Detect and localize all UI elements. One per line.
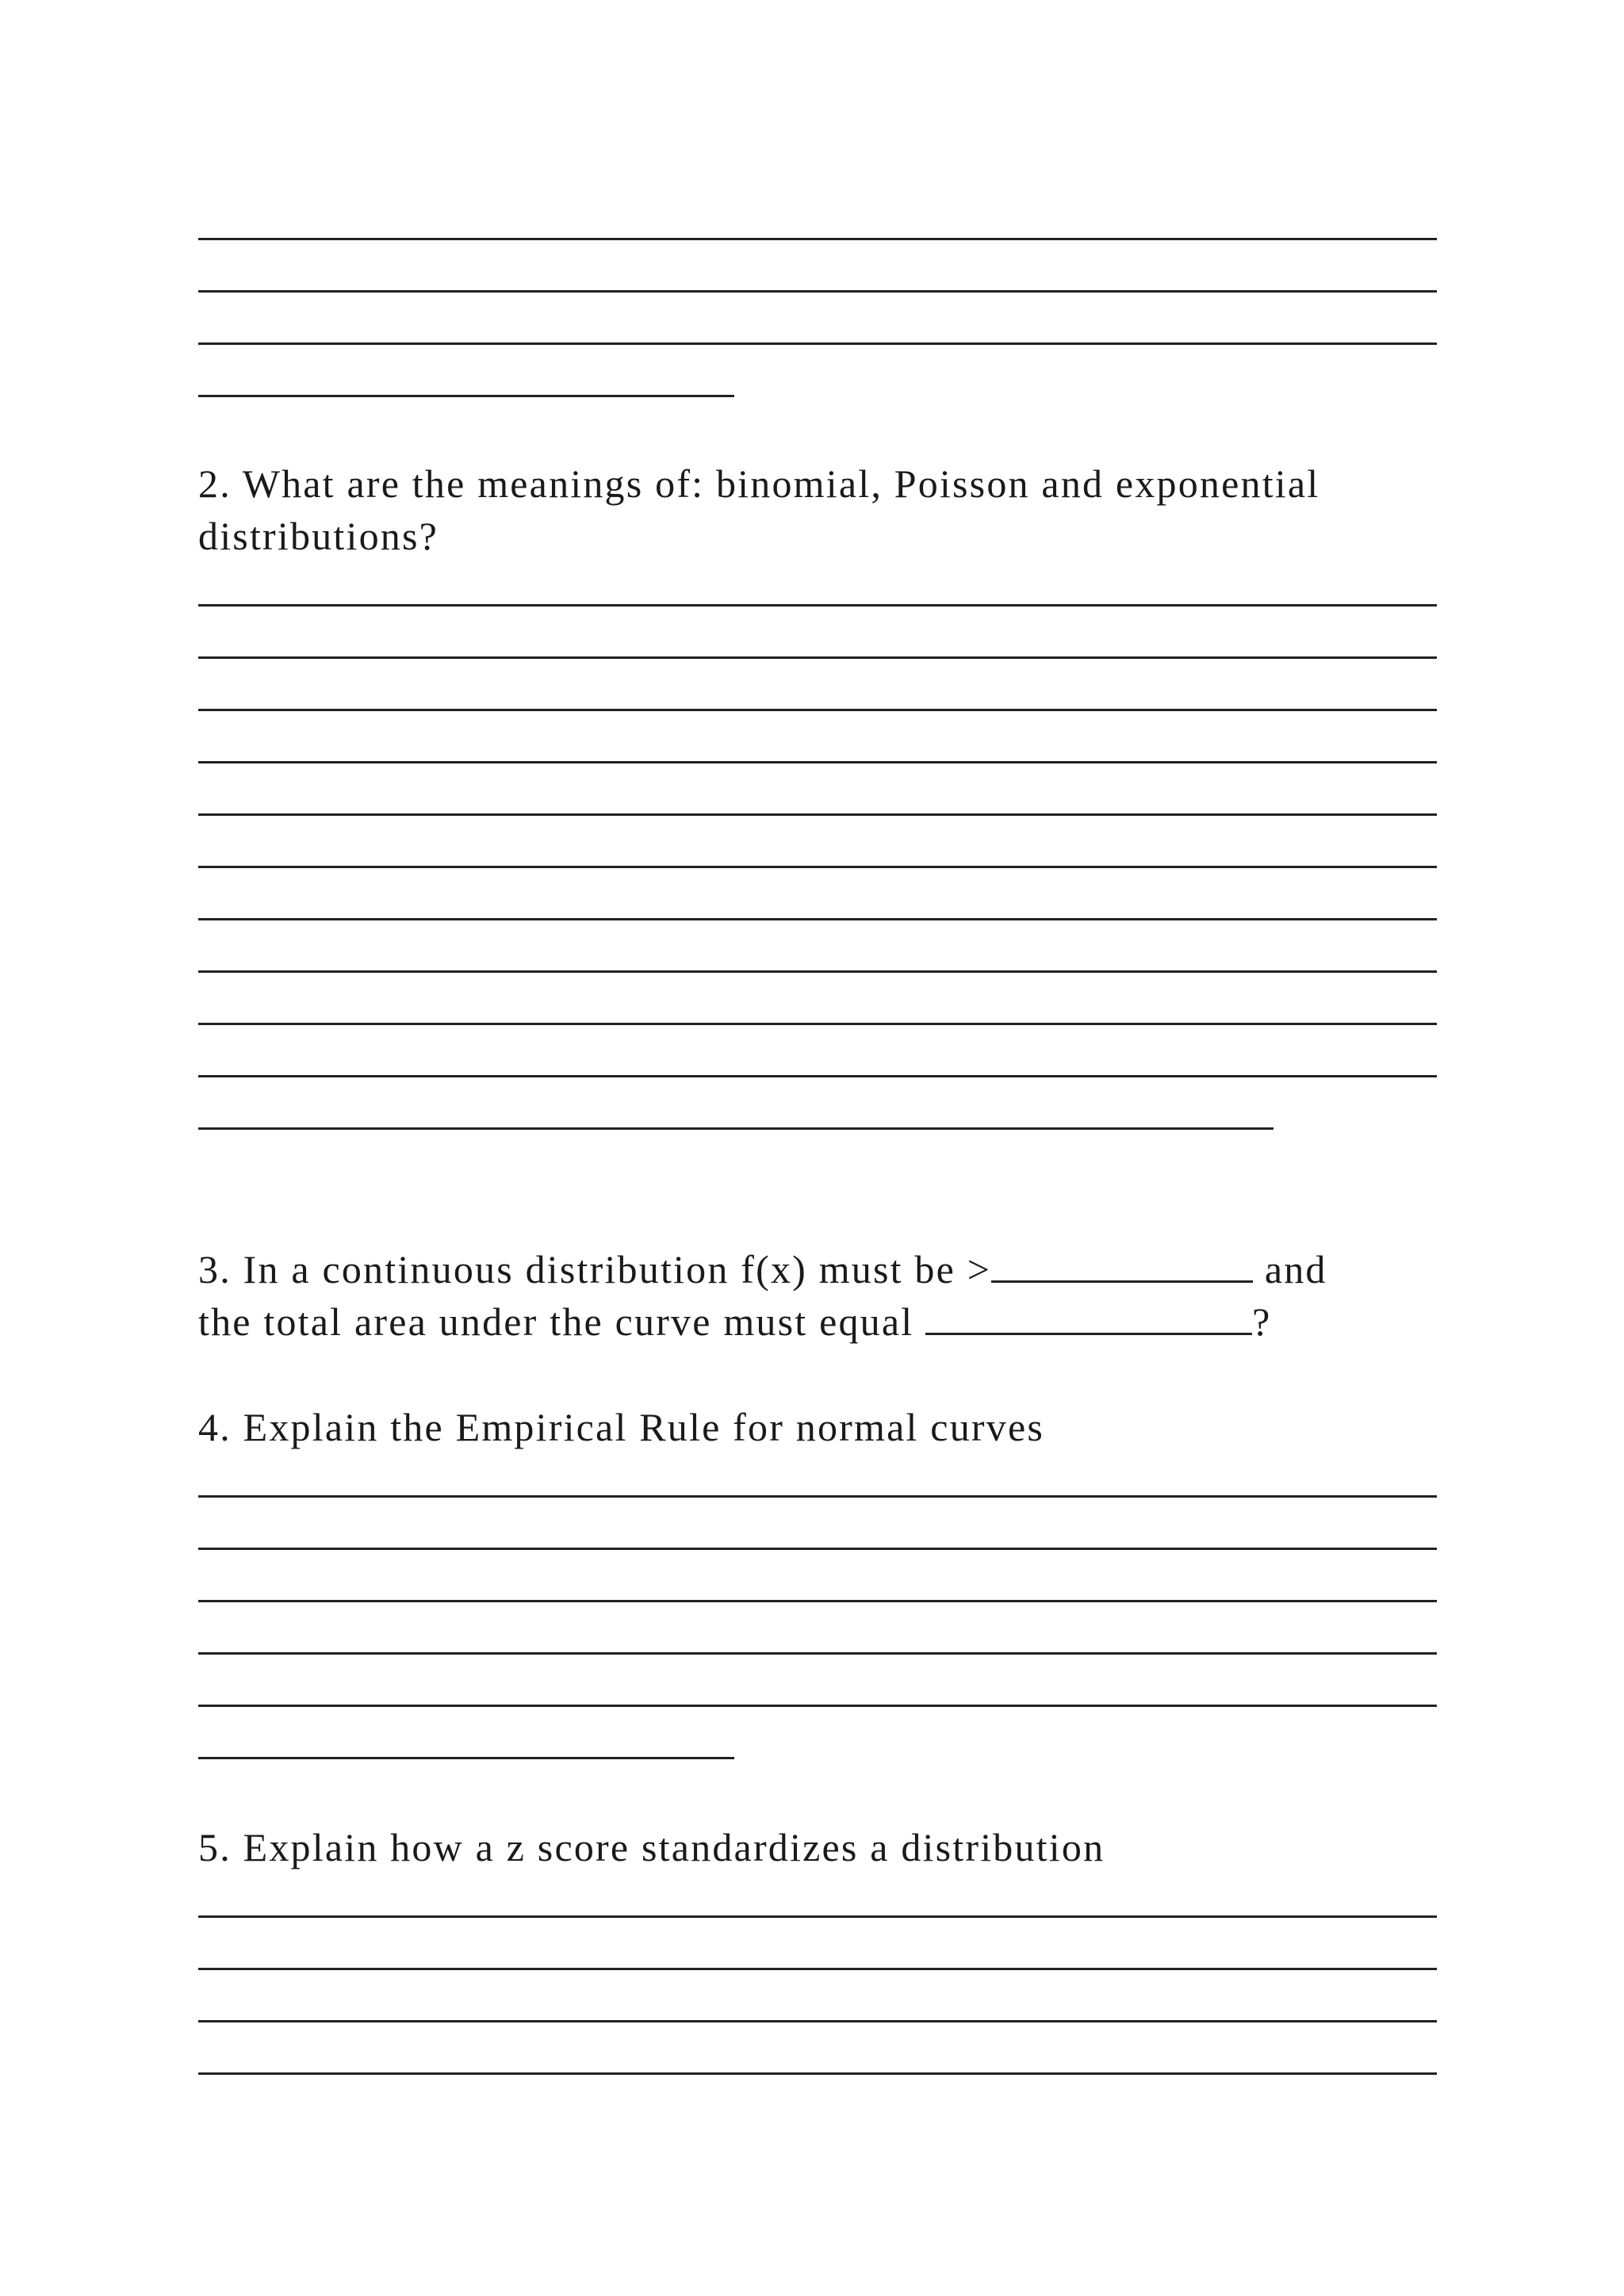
- answer-line[interactable]: [198, 2020, 1437, 2022]
- answer-line[interactable]: [198, 1915, 1437, 1918]
- question-2-line-1: 2. What are the meanings of: binomial, Poisson and exponential: [198, 461, 1320, 506]
- question-4: 4. Explain the Empirical Rule for normal curves: [198, 1405, 1044, 1449]
- question-2-line-2: distributions?: [198, 514, 439, 558]
- answer-line[interactable]: [198, 918, 1437, 920]
- answer-line[interactable]: [198, 1757, 734, 1759]
- question-3-text-b: and: [1253, 1247, 1327, 1292]
- answer-line[interactable]: [198, 342, 1437, 345]
- answer-line[interactable]: [198, 1968, 1437, 1970]
- question-3-text-c: the total area under the curve must equal: [198, 1299, 926, 1344]
- question-3-text-d: ?: [1252, 1299, 1272, 1344]
- answer-line[interactable]: [198, 1023, 1437, 1025]
- answer-line[interactable]: [198, 395, 734, 397]
- question-5: 5. Explain how a z score standardizes a distribution: [198, 1825, 1105, 1869]
- answer-line[interactable]: [198, 2072, 1437, 2075]
- answer-line[interactable]: [198, 1075, 1437, 1077]
- answer-line[interactable]: [198, 604, 1437, 607]
- answer-line[interactable]: [198, 656, 1437, 659]
- answer-line[interactable]: [198, 813, 1437, 816]
- answer-line[interactable]: [198, 1127, 1274, 1130]
- answer-line[interactable]: [198, 1548, 1437, 1550]
- answer-line[interactable]: [198, 970, 1437, 973]
- answer-line[interactable]: [198, 1495, 1437, 1498]
- answer-line[interactable]: [198, 290, 1437, 293]
- answer-line[interactable]: [198, 866, 1437, 868]
- answer-line[interactable]: [198, 238, 1437, 240]
- question-3-line-1: [198, 1243, 1467, 1295]
- question-3-text-a: 3. In a continuous distribution f(x) must be >: [198, 1247, 992, 1292]
- fill-blank-1[interactable]: [991, 1249, 1253, 1283]
- answer-line[interactable]: [198, 1705, 1437, 1707]
- question-3-line-2: [198, 1295, 1467, 1348]
- fill-blank-2[interactable]: [925, 1301, 1252, 1335]
- answer-line[interactable]: [198, 1600, 1437, 1602]
- answer-line[interactable]: [198, 761, 1437, 763]
- answer-line[interactable]: [198, 709, 1437, 711]
- answer-line[interactable]: [198, 1652, 1437, 1655]
